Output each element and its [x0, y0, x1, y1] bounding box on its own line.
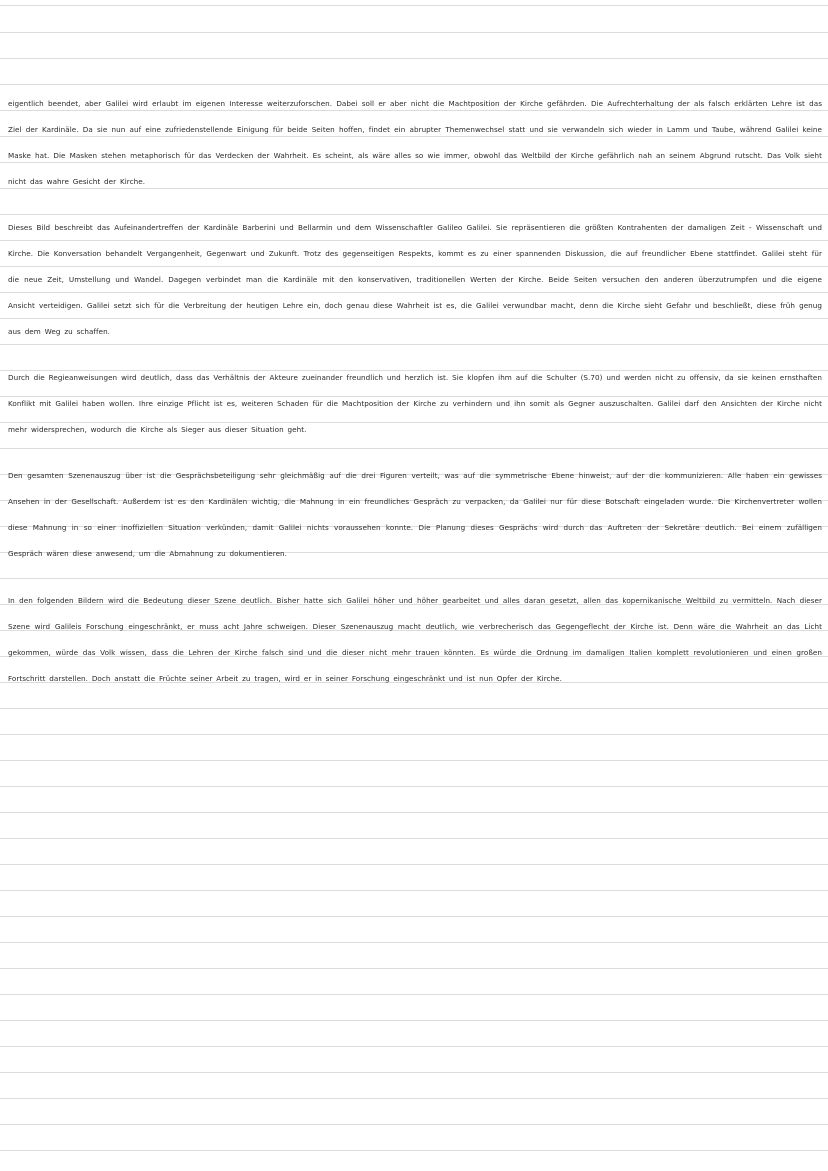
paragraph-5: In den folgenden Bildern wird die Bedeutung dieser Szene deutlich. Bisher hatte sich Galilei höher und höher gearbeitet und alles daran gesetzt, allen das kopernikanische Weltbild zu vermitteln. Nach dieser Szene wird Galileis Forschung eingeschränkt, er muss acht Jahre schweigen. Dieser Szenenauszug macht deutlich, wie verbrecherisch das Gegengeflecht der Kirche ist. Denn wäre die Wahrheit an das Licht gekommen, würde das Volk wissen, dass die Lehren der Kirche falsch sind und die dieser nicht mehr trauen könnten. Es würde die Ordnung im damaligen Italien komplett revolutionieren und einen großen Fortschritt darstellen. Doch anstatt die Früchte seiner Arbeit zu tragen, wird er in seiner Forschung eingeschränkt und ist nun Opfer der Kirche. [8, 596, 822, 683]
paragraph-4: Den gesamten Szenenauszug über ist die Gesprächsbeteiligung sehr gleichmäßig auf die drei Figuren verteilt, was auf die symmetrische Ebene hinweist, auf der die kommunizieren. Alle haben ein gewisses Ansehen in der Gesellschaft. Außerdem ist es den Kardinälen wichtig, die Mahnung in ein freundliches Gespräch zu verpacken, da Galilei nur für diese Botschaft eingeladen wurde. Die Kirchenvertreter wollen diese Mahnung in so einer inoffiziellen Situation verkünden, damit Galilei nichts voraussehen konnte. Die Planung dieses Gesprächs wird durch das Auftreten der Sekretäre deutlich. Bei einem zufälligen Gespräch wären diese anwesend, um die Abmahnung zu dokumentieren. [8, 471, 822, 558]
paragraph-1: eigentlich beendet, aber Galilei wird erlaubt im eigenen Interesse weiterzuforschen. Dabei soll er aber nicht die Machtposition der Kirche gefährden. Die Aufrechterhaltung der als falsch erklärten Lehre ist das Ziel der Kardinäle. Da sie nun auf eine zufriedenstellende Einigung für beide Seiten hoffen, findet ein abrupter Themenwechsel statt und sie verwandeln sich wieder in Lamm und Taube, während Galilei keine Maske hat. Die Masken stehen metaphorisch für das Verdecken der Wahrheit. Es scheint, als wäre alles so wie immer, obwohl das Weltbild der Kirche gefährlich nah an seinem Abgrund rutscht. Das Volk sieht nicht das wahre Gesicht der Kirche. [8, 99, 822, 186]
paragraph-3: Durch die Regieanweisungen wird deutlich, dass das Verhältnis der Akteure zueinander freundlich und herzlich ist. Sie klopfen ihm auf die Schulter (S.70) und werden nicht zu offensiv, da sie keinen ernsthaften Konflikt mit Galilei haben wollen. Ihre einzige Pflicht ist es, weiteren Schaden für die Machtposition der Kirche zu verhindern und ihn somit als Gegner auszuschalten. Galilei darf den Ansichten der Kirche nicht mehr widersprechen, wodurch die Kirche als Sieger aus dieser Situation geht. [8, 373, 822, 434]
paragraph-2: Dieses Bild beschreibt das Aufeinandertreffen der Kardinäle Barberini und Bellarmin und dem Wissenschaftler Galileo Galilei. Sie repräsentieren die größten Kontrahenten der damaligen Zeit - Wissenschaft und Kirche. Die Konversation behandelt Vergangenheit, Gegenwart und Zukunft. Trotz des gegenseitigen Respekts, kommt es zu einer spannenden Diskussion, die auf freundlicher Ebene stattfindet. Galilei steht für die neue Zeit, Umstellung und Wandel. Dagegen verbindet man die Kardinäle mit den konservativen, traditionellen Werten der Kirche. Beide Seiten versuchen den anderen überzutrumpfen und die eigene Ansicht verteidigen. Galilei setzt sich für die Verbreitung der heutigen Lehre ein, doch genau diese Wahrheit ist es, die Galilei verwundbar macht, denn die Kirche sieht Gefahr und beschließt, diese früh genug aus dem Weg zu schaffen. [8, 223, 822, 336]
